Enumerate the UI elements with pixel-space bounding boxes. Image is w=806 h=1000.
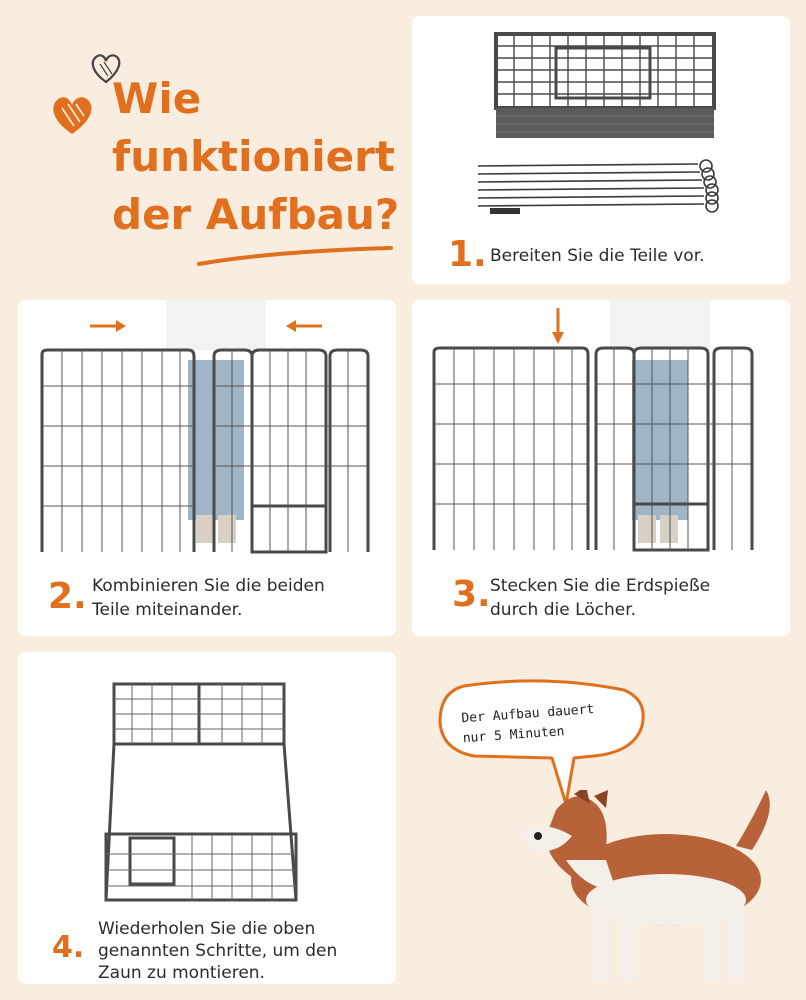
- step-card-1: [412, 16, 790, 284]
- fence-panels-image: [38, 346, 378, 556]
- step-card-4: [18, 652, 396, 984]
- step-text-3-line-1: Stecken Sie die Erdspieße: [490, 576, 711, 596]
- speech-bubble-line-2: nur 5 Minuten: [462, 724, 565, 747]
- speech-bubble-line-1: Der Aufbau dauert: [460, 702, 595, 727]
- step-text-4-line-1: Wiederholen Sie die oben: [98, 919, 316, 939]
- step-number-4: 4.: [52, 930, 85, 965]
- fence-panels-stack-image: [490, 30, 720, 160]
- ground-stakes-image: [468, 158, 728, 228]
- headline-line-1: Wie: [112, 74, 202, 123]
- headline-line-3: der Aufbau?: [112, 190, 400, 239]
- step-text-2-line-1: Kombinieren Sie die beiden: [92, 576, 325, 596]
- step-text-2-line-2: Teile miteinander.: [92, 600, 243, 620]
- headline-underline: [195, 240, 395, 270]
- page-headline: [112, 70, 399, 244]
- step-text-3-line-2: durch die Löcher.: [490, 600, 637, 620]
- step-text-4-line-3: Zaun zu montieren.: [98, 963, 265, 983]
- step-number-1: 1.: [448, 234, 487, 275]
- step-card-2: [18, 300, 396, 636]
- headline-line-2: funktioniert: [112, 132, 395, 181]
- step-text-1: Bereiten Sie die Teile vor.: [490, 246, 705, 266]
- heart-filled-icon: [46, 88, 98, 140]
- step-card-3: [412, 300, 790, 636]
- step-number-2: 2.: [48, 576, 87, 617]
- assembled-fence-image: [102, 674, 322, 914]
- fence-panels-image: [432, 344, 772, 554]
- husky-dog-image: [516, 790, 776, 990]
- step-number-3: 3.: [452, 574, 491, 615]
- step-text-4-line-2: genannten Schritte, um den: [98, 941, 338, 961]
